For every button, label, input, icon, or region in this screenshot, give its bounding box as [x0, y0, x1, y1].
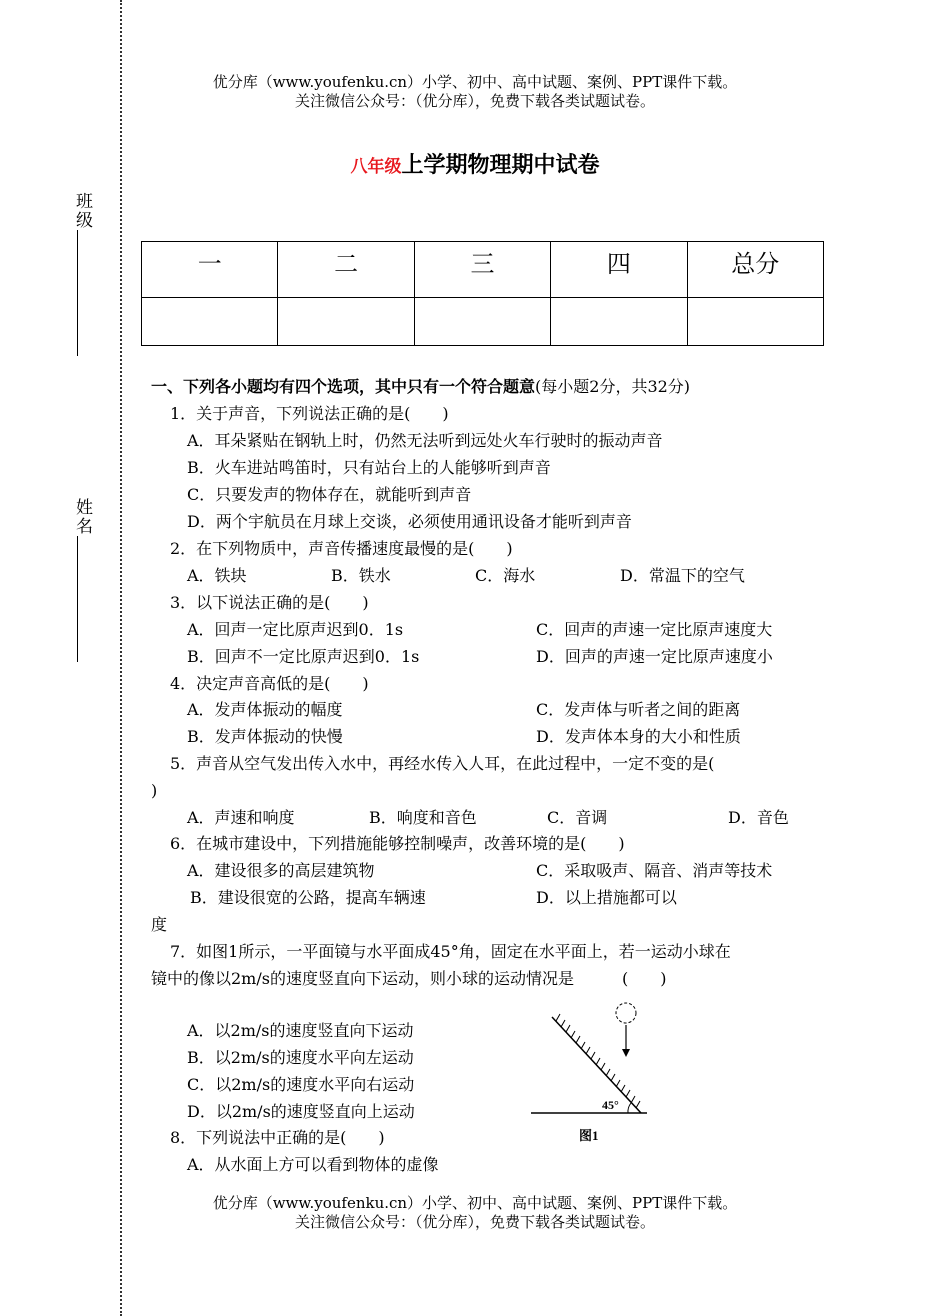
- q1-option-a: A．耳朵紧贴在钢轨上时，仍然无法听到远处火车行驶时的振动声音: [187, 431, 663, 450]
- page-title: [0, 148, 950, 179]
- title-main: 上学期物理期中试卷: [401, 153, 600, 178]
- q3-option-c: C．回声的声速一定比原声速度大: [536, 620, 773, 639]
- q7-option-b: B．以2m/s的速度水平向左运动: [187, 1048, 414, 1067]
- q6-stem: 6．在城市建设中，下列措施能够控制噪声，改善环境的是( ): [170, 834, 625, 853]
- q2-option-d: D．常温下的空气: [620, 566, 745, 585]
- q1-stem: 1．关于声音，下列说法正确的是( ): [170, 404, 449, 423]
- q4-stem: 4．决定声音高低的是( ): [170, 674, 369, 693]
- q6-option-a: A．建设很多的高层建筑物: [187, 861, 375, 880]
- q1-option-c: C．只要发声的物体存在，就能听到声音: [187, 485, 472, 504]
- score-header-4: 四: [551, 242, 687, 298]
- score-table: [141, 241, 824, 346]
- name-fill-line: [77, 536, 78, 662]
- q3-stem: 3．以下说法正确的是( ): [170, 593, 369, 612]
- q2-stem: 2．在下列物质中，声音传播速度最慢的是( ): [170, 539, 513, 558]
- q1-option-b: B．火车进站鸣笛时，只有站台上的人能够听到声音: [187, 458, 551, 477]
- score-header-total: 总分: [687, 242, 823, 298]
- class-label: 班级: [72, 192, 92, 230]
- q4-option-b: B．发声体振动的快慢: [187, 727, 343, 746]
- q2-option-c: C．海水: [475, 566, 536, 585]
- score-cell: [687, 298, 823, 346]
- angle-label: 45°: [602, 1098, 619, 1112]
- q5-option-d: D．音色: [728, 808, 789, 827]
- q7-option-d: D．以2m/s的速度竖直向上运动: [187, 1102, 415, 1121]
- q7-option-c: C．以2m/s的速度水平向右运动: [187, 1075, 415, 1094]
- header-line-2: 关注微信公众号：（优分库），免费下载各类试题试卷。: [294, 92, 655, 110]
- score-cell: [414, 298, 550, 346]
- q5-stem: 5．声音从空气发出传入水中，再经水传入人耳，在此过程中，一定不变的是(: [170, 754, 715, 773]
- score-cell: [278, 298, 414, 346]
- figure-caption: 图1: [579, 1128, 599, 1143]
- name-label: 姓名: [72, 498, 92, 536]
- q6-option-b-wrap: 度: [151, 915, 168, 934]
- section-heading-text: 一、下列各小题均有四个选项，其中只有一个符合题意: [151, 377, 536, 396]
- title-grade: 八年级: [350, 157, 402, 177]
- q5-option-b: B．响度和音色: [369, 808, 477, 827]
- q8-stem: 8．下列说法中正确的是( ): [170, 1128, 385, 1147]
- q4-option-a: A．发声体振动的幅度: [187, 700, 343, 719]
- q7-option-a: A．以2m/s的速度竖直向下运动: [187, 1021, 414, 1040]
- score-cell: [142, 298, 278, 346]
- q6-option-b: B．建设很宽的公路，提高车辆速: [190, 888, 426, 907]
- q7-stem-line-2: 镜中的像以2m/s的速度竖直向下运动，则小球的运动情况是 ( ): [151, 969, 667, 988]
- footer-line-1: 优分库（www.youfenku.cn）小学、初中、高中试题、案例、PPT课件下载。: [212, 1194, 738, 1212]
- q7-stem-line-1: 7．如图1所示，一平面镜与水平面成45°角，固定在水平面上，若一运动小球在: [170, 942, 731, 961]
- score-cell: [551, 298, 687, 346]
- section-heading-note: (每小题2分，共32分): [535, 377, 691, 396]
- score-header-3: 三: [414, 242, 550, 298]
- score-header-1: 一: [142, 242, 278, 298]
- score-header-2: 二: [278, 242, 414, 298]
- header-line-1: 优分库（www.youfenku.cn）小学、初中、高中试题、案例、PPT课件下载。: [212, 73, 738, 91]
- q8-option-a: A．从水面上方可以看到物体的虚像: [187, 1155, 439, 1174]
- q6-option-c: C．采取吸声、隔音、消声等技术: [536, 861, 773, 880]
- arrow-head: [622, 1049, 630, 1057]
- q1-option-d: D．两个宇航员在月球上交谈，必须使用通讯设备才能听到声音: [187, 512, 632, 531]
- q6-option-d: D．以上措施都可以: [536, 888, 677, 907]
- q5-option-a: A．声速和响度: [187, 808, 295, 827]
- section-heading: [151, 377, 690, 397]
- q5-option-c: C．音调: [547, 808, 608, 827]
- q4-option-d: D．发声体本身的大小和性质: [536, 727, 741, 746]
- q2-option-b: B．铁水: [331, 566, 391, 585]
- q3-option-a: A．回声一定比原声迟到0．1s: [187, 620, 404, 639]
- ball-image-circle: [616, 1003, 636, 1023]
- mirror-hatching: [556, 1014, 640, 1108]
- angle-arc: [628, 1103, 631, 1113]
- q2-option-a: A．铁块: [187, 566, 247, 585]
- q5-stem-end: ): [151, 781, 158, 800]
- q3-option-b: B．回声不一定比原声迟到0．1s: [187, 647, 420, 666]
- footer-line-2: 关注微信公众号：（优分库），免费下载各类试题试卷。: [294, 1213, 655, 1231]
- q3-option-d: D．回声的声速一定比原声速度小: [536, 647, 773, 666]
- figure-1: [525, 995, 655, 1150]
- class-fill-line: [77, 230, 78, 356]
- binding-dotted-line: [120, 0, 122, 1316]
- q4-option-c: C．发声体与听者之间的距离: [536, 700, 741, 719]
